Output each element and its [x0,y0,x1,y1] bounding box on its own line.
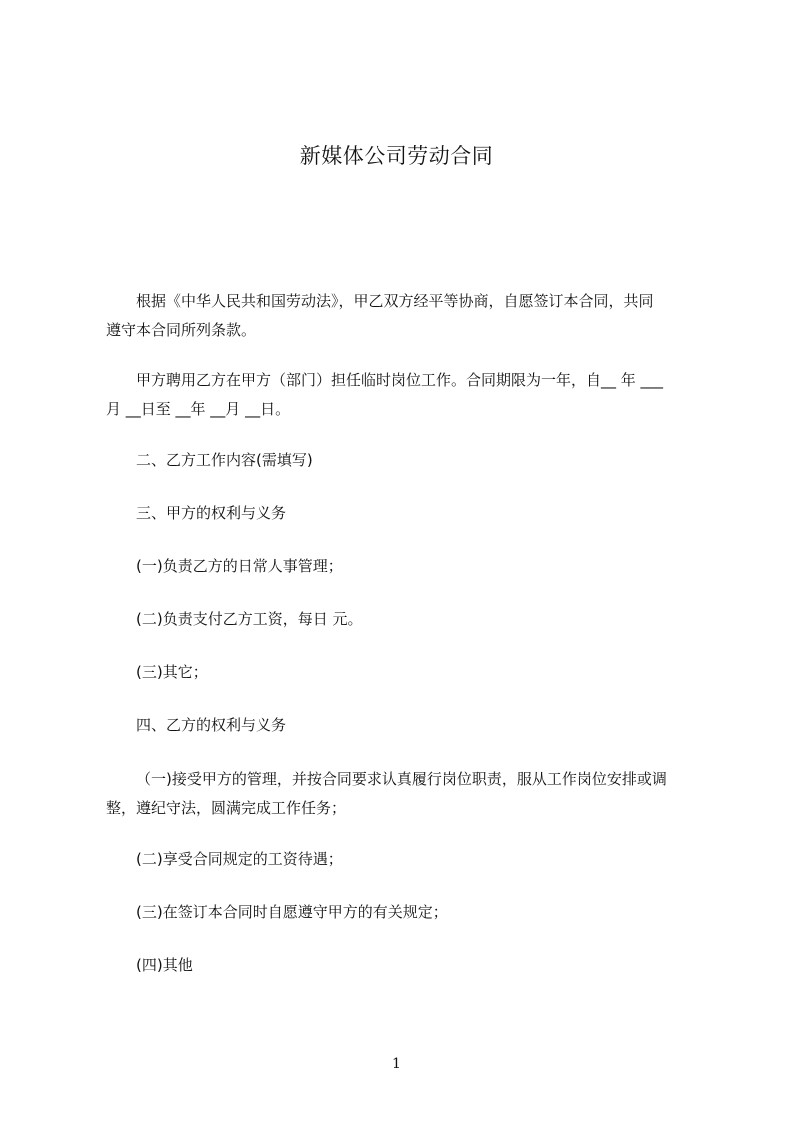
paragraph-line: 根据《中华人民共和国劳动法》，甲乙双方经平等协商，自愿签订本合同，共同 [136,292,654,310]
paragraph-term [106,366,702,424]
clause-4-2 [106,845,702,874]
clause-4-4 [106,951,702,980]
paragraph-line: (二)负责支付乙方工资，每日 元。 [136,610,363,628]
paragraph-line: (三)在签订本合同时自愿遵守甲方的有关规定； [136,903,448,921]
section-heading-4 [106,711,702,740]
document-title: 新媒体公司劳动合同 [299,144,494,168]
paragraph-line: (四)其他 [136,956,193,974]
clause-4-1 [106,765,702,823]
page-number: 1 [392,1056,401,1072]
paragraph-line: （一)接受甲方的管理，并按合同要求认真履行岗位职责，服从工作岗位安排或调 [136,770,667,788]
paragraph-line: 月 __日至 __年 __月 __日。 [106,400,291,418]
section-heading-2 [106,446,702,475]
paragraph-line: (二)享受合同规定的工资待遇； [136,850,343,868]
clause-4-3 [106,898,702,927]
paragraph-line: 甲方聘用乙方在甲方（部门）担任临时岗位工作。合同期限为一年，自__ 年 ___ [136,371,664,389]
clause-3-2 [106,605,702,634]
paragraph-line: 遵守本合同所列条款。 [106,321,257,339]
paragraph-line: 整，遵纪守法，圆满完成工作任务； [106,799,347,817]
clause-3-3 [106,658,702,687]
paragraph-line: 四、乙方的权利与义务 [136,716,287,734]
clause-3-1 [106,552,702,581]
paragraph-line: (一)负责乙方的日常人事管理； [136,557,343,575]
paragraph-line: 二、乙方工作内容(需填写) [136,451,313,469]
section-heading-3 [106,499,702,528]
paragraph-line: (三)其它； [136,663,208,681]
paragraph-preamble [106,287,702,345]
paragraph-line: 三、甲方的权利与义务 [136,504,287,522]
